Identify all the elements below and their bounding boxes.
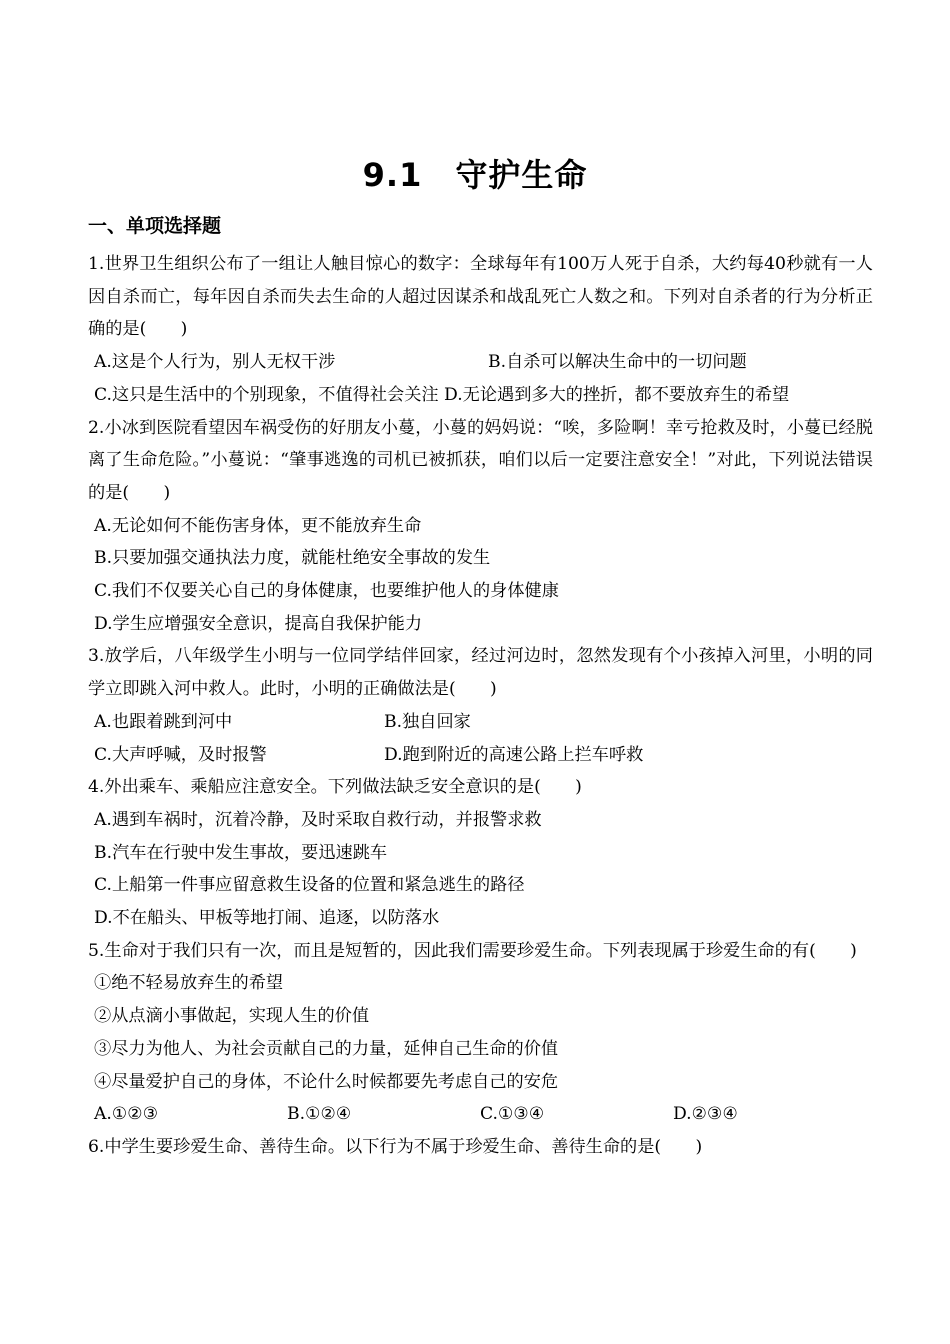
- option-row: [88, 706, 873, 739]
- option-c: C.大声呼喊，及时报警: [94, 744, 267, 765]
- option-a: A.无论如何不能伤害身体，更不能放弃生命: [94, 515, 422, 536]
- option-b: B.只要加强交通执法力度，就能杜绝安全事故的发生: [94, 548, 491, 569]
- statement-1: ①绝不轻易放弃生的希望: [94, 973, 284, 994]
- question-stem: 1.世界卫生组织公布了一组让人触目惊心的数字：全球每年有100万人死于自杀，大约每40秒就有一人因自杀而亡，每年因自杀而失去生命的人超过因谋杀和战乱死亡人数之和。下列对自杀者的行为分析正确的是( ): [88, 254, 873, 340]
- option-d: D.无论遇到多大的挫折，都不要放弃生的希望: [444, 384, 790, 405]
- question-1: [88, 248, 873, 412]
- question-6: [88, 1131, 873, 1164]
- statement-4: ④尽量爱护自己的身体，不论什么时候都要先考虑自己的安危: [94, 1071, 559, 1092]
- option-c: C.上船第一件事应留意救生设备的位置和紧急逃生的路径: [94, 875, 525, 896]
- option-c: C.①③④: [480, 1104, 545, 1125]
- option-row: [88, 739, 873, 772]
- question-4: [88, 771, 873, 935]
- question-list: [88, 248, 873, 1164]
- option-row: [88, 1098, 873, 1131]
- statement-3: ③尽力为他人、为社会贡献自己的力量，延伸自己生命的价值: [94, 1038, 559, 1059]
- page-title: 9.1 守护生命: [362, 156, 588, 194]
- option-d: D.②③④: [673, 1104, 738, 1125]
- option-c: C.我们不仅要关心自己的身体健康，也要维护他人的身体健康: [94, 581, 559, 602]
- option-b: B.汽车在行驶中发生事故，要迅速跳车: [94, 842, 388, 863]
- question-stem: 4.外出乘车、乘船应注意安全。下列做法缺乏安全意识的是( ): [88, 777, 582, 798]
- option-c: C.这只是生活中的个别现象，不值得社会关注: [94, 384, 439, 405]
- option-d: D.学生应增强安全意识，提高自我保护能力: [94, 613, 423, 634]
- question-stem: 5.生命对于我们只有一次，而且是短暂的，因此我们需要珍爱生命。下列表现属于珍爱生命的有( ): [88, 940, 857, 961]
- option-b: B.①②④: [287, 1104, 352, 1125]
- option-d: D.跑到附近的高速公路上拦车呼救: [384, 744, 644, 765]
- question-3: [88, 640, 873, 771]
- option-a: A.这是个人行为，别人无权干涉: [94, 352, 336, 373]
- section-heading: 一、单项选择题: [88, 215, 222, 237]
- option-a: A.也跟着跳到河中: [94, 711, 233, 732]
- statement-2: ②从点滴小事做起，实现人生的价值: [94, 1006, 370, 1027]
- option-b: B.自杀可以解决生命中的一切问题: [488, 352, 747, 373]
- option-b: B.独自回家: [384, 711, 471, 732]
- question-2: [88, 412, 873, 641]
- option-a: A.①②③: [94, 1104, 159, 1125]
- option-row: [88, 379, 873, 412]
- option-d: D.不在船头、甲板等地打闹、追逐，以防落水: [94, 908, 440, 929]
- question-stem: 3.放学后，八年级学生小明与一位同学结伴回家，经过河边时，忽然发现有个小孩掉入河里，小明的同学立即跳入河中救人。此时，小明的正确做法是( ): [88, 646, 873, 700]
- option-row: [88, 346, 873, 379]
- question-stem: 6.中学生要珍爱生命、善待生命。以下行为不属于珍爱生命、善待生命的是( ): [88, 1136, 703, 1157]
- option-a: A.遇到车祸时，沉着冷静，及时采取自救行动，并报警求救: [94, 809, 542, 830]
- question-5: [88, 935, 873, 1131]
- question-stem: 2.小冰到医院看望因车祸受伤的好朋友小蔓，小蔓的妈妈说：“唉，多险啊！幸亏抢救及时，小蔓已经脱离了生命危险。”小蔓说：“肇事逃逸的司机已被抓获，咱们以后一定要注意安全！”对此，下列说法错误的是( ): [88, 417, 873, 503]
